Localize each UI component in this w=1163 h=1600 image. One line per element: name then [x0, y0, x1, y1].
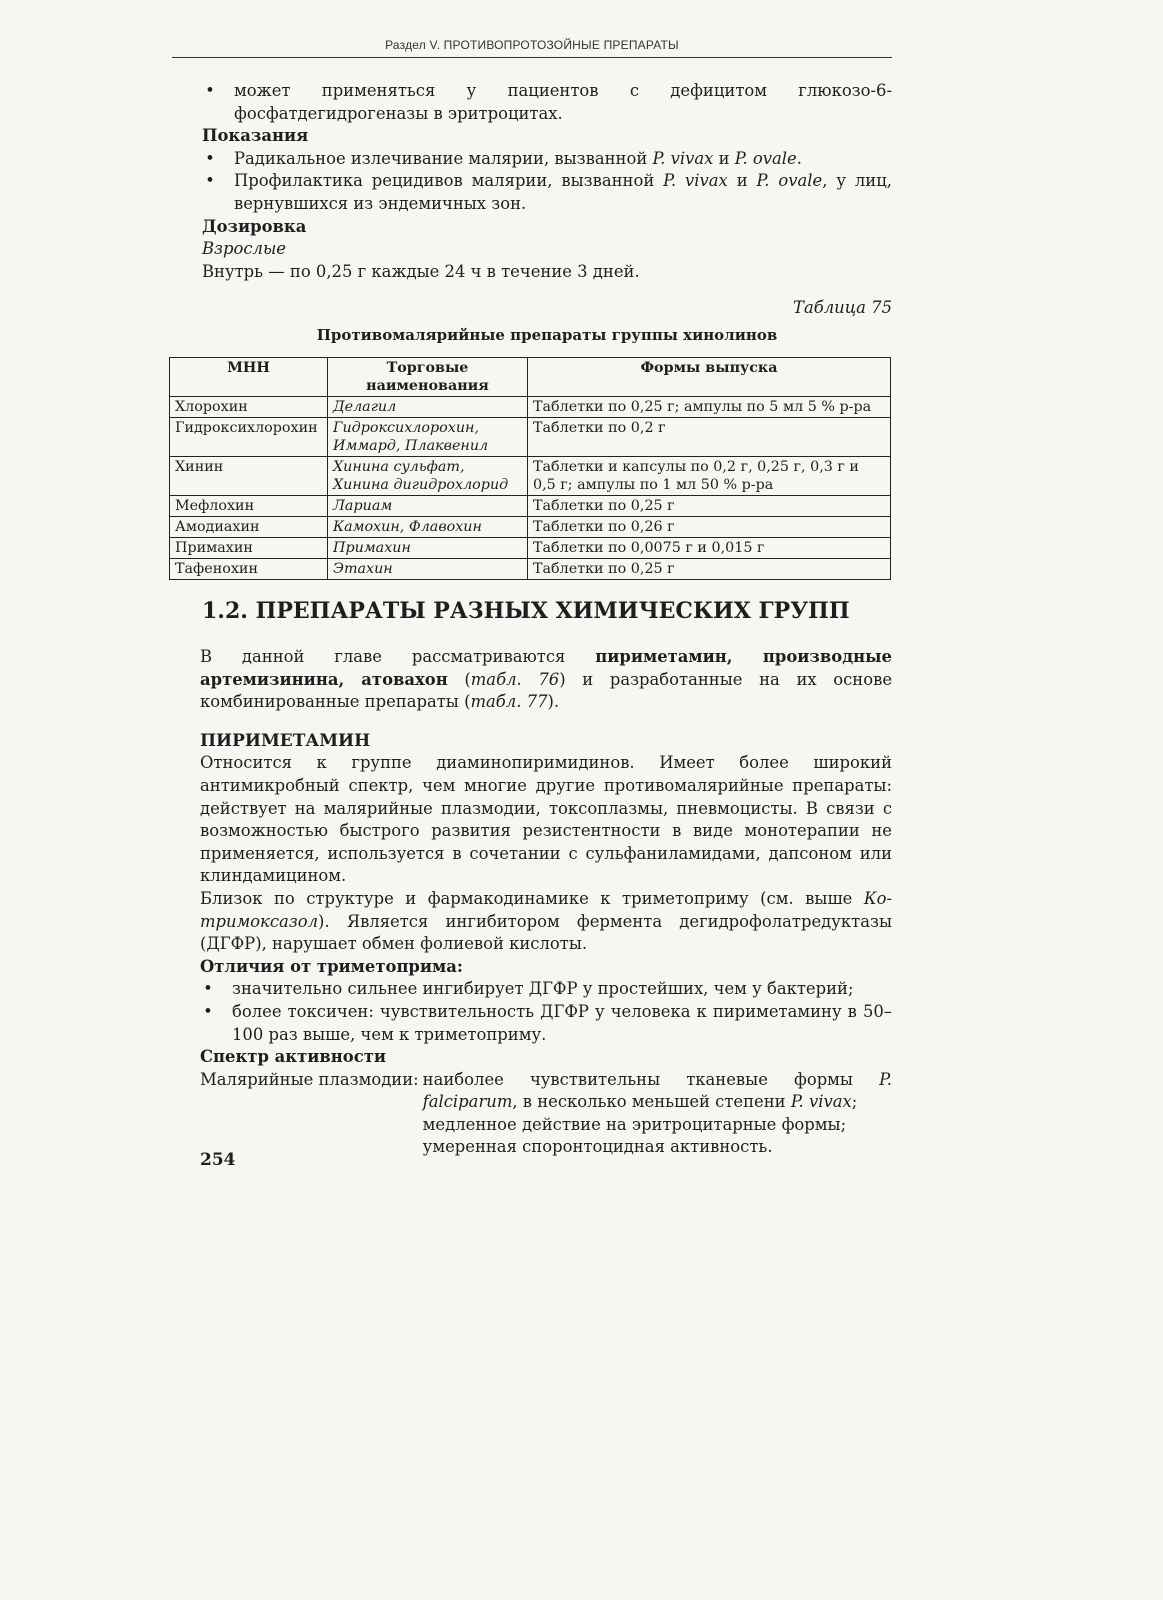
table-row	[170, 558, 891, 579]
table-cell: Лариам	[328, 495, 528, 516]
table-cell: Амодиахин	[170, 516, 328, 537]
table-caption: Таблица 75	[793, 298, 892, 318]
bullet-icon: •	[205, 148, 215, 168]
pyrimethamine-paragraph: Близок по структуре и фармакодинамике к триметоприму (см. выше Ко-тримоксазол). Является ингибитором фермента дегидрофолатредуктазы (ДГФР), нарушает обмен фолиевой кислоты.	[200, 888, 892, 954]
upper-text-block	[175, 80, 892, 580]
table-cell: Мефлохин	[170, 495, 328, 516]
spectrum-title: Спектр активности	[200, 1047, 387, 1067]
differences-title: Отличия от триметоприма:	[200, 956, 463, 976]
table-cell: Таблетки по 0,0075 г и 0,015 г	[528, 537, 891, 558]
pyrimethamine-paragraph: Относится к группе диаминопиримидинов. Имеет более широкий антимикробный спектр, чем многие другие противомалярийные препараты: действует на малярийные плазмодии, токсоплазмы, пневмоцисты. В связи с возможностью быстрого развития резистентности в виде монотерапии не применяется, используется в сочетании с сульфаниламидами, дапсоном или клиндамицином.	[200, 753, 892, 886]
table-row	[170, 516, 891, 537]
table-header-row	[170, 357, 891, 396]
table-cell: Этахин	[328, 558, 528, 579]
table-cell: Таблетки по 0,25 г	[528, 495, 891, 516]
difference-item: • значительно сильнее ингибирует ДГФР у простейших, чем у бактерий;	[200, 978, 892, 1001]
table-cell: Примахин	[328, 537, 528, 558]
page-number: 254	[200, 1150, 236, 1170]
table-row	[170, 456, 891, 495]
intro-bullet: • может применяться у пациентов с дефицитом глюкозо-6-фосфатдегидрогеназы в эритроцитах.	[202, 80, 892, 125]
table-cell: Гидроксихлорохин	[170, 417, 328, 456]
column-header: Торговые наименования	[328, 357, 528, 396]
indication-item: • Профилактика рецидивов малярии, вызванной P. vivax и P. ovale, у лиц, вернувшихся из эндемичных зон.	[202, 170, 892, 215]
column-header: МНН	[170, 357, 328, 396]
table-cell: Гидроксихлорохин, Иммард, Плаквенил	[328, 417, 528, 456]
spectrum-line: наиболее чувствительны тканевые формы P. falciparum, в несколько меньшей степени P. vivax;	[422, 1069, 892, 1112]
section-intro: В данной главе рассматриваются пириметамин, производные артемизинина, атовахон (табл. 76) и разработанные на их основе комбинированные препараты (табл. 77).	[200, 647, 893, 712]
table-cell: Таблетки по 0,2 г	[528, 417, 891, 456]
table-cell: Хлорохин	[170, 396, 328, 417]
dosage-adults: Взрослые	[202, 239, 287, 259]
table-cell: Таблетки по 0,25 г; ампулы по 5 мл 5 % р-ра	[528, 396, 891, 417]
dosage-title: Дозировка	[202, 216, 307, 236]
spectrum-entry	[200, 1069, 892, 1159]
table-row	[170, 417, 891, 456]
pyrimethamine-title: ПИРИМЕТАМИН	[200, 730, 371, 751]
table-cell: Камохин, Флавохин	[328, 516, 528, 537]
spectrum-line: умеренная споронтоцидная активность.	[422, 1137, 773, 1157]
header-rule	[172, 57, 892, 58]
bullet-icon: •	[203, 1001, 213, 1021]
indication-item: • Радикальное излечивание малярии, вызванной P. vivax и P. ovale.	[202, 148, 892, 171]
spectrum-line: медленное действие на эритроцитарные формы;	[422, 1114, 847, 1134]
table-cell: Таблетки по 0,25 г	[528, 558, 891, 579]
table-cell: Хинина сульфат, Хинина дигидрохлорид	[328, 456, 528, 495]
table-cell: Таблетки по 0,26 г	[528, 516, 891, 537]
indications-title: Показания	[202, 126, 309, 146]
bullet-icon: •	[203, 979, 213, 999]
column-header: Формы выпуска	[528, 357, 891, 396]
table-cell: Тафенохин	[170, 558, 328, 579]
quinolines-table	[169, 357, 891, 580]
table-cell: Хинин	[170, 456, 328, 495]
spectrum-label: Малярийные плазмодии:	[200, 1069, 419, 1089]
bullet-icon: •	[205, 81, 215, 100]
table-row	[170, 396, 891, 417]
spectrum-values	[423, 1069, 892, 1159]
running-header: Раздел V. ПРОТИВОПРОТОЗОЙНЫЕ ПРЕПАРАТЫ	[385, 38, 679, 52]
section-title: 1.2. ПРЕПАРАТЫ РАЗНЫХ ХИМИЧЕСКИХ ГРУПП	[202, 598, 850, 624]
table-title: Противомалярийные препараты группы хинолинов	[316, 325, 778, 344]
table-cell: Примахин	[170, 537, 328, 558]
table-cell: Делагил	[328, 396, 528, 417]
difference-item: • более токсичен: чувствительность ДГФР у человека к пириметамину в 50–100 раз выше, чем к триметоприму.	[200, 1001, 892, 1046]
dosage-text: Внутрь — по 0,25 г каждые 24 ч в течение 3 дней.	[202, 261, 640, 281]
table-row	[170, 495, 891, 516]
table-row	[170, 537, 891, 558]
table-cell: Таблетки и капсулы по 0,2 г, 0,25 г, 0,3 г и 0,5 г; ампулы по 1 мл 50 % р-ра	[528, 456, 891, 495]
bullet-icon: •	[205, 171, 215, 191]
lower-text-block	[200, 646, 892, 1159]
